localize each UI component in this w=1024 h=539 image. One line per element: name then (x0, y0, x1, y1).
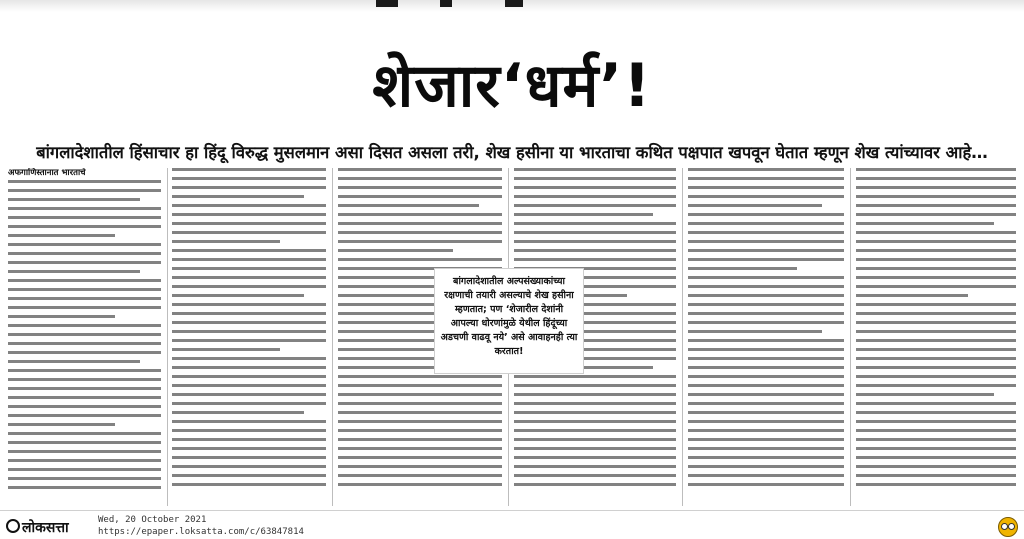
owl-mascot-icon (998, 517, 1018, 537)
previous-article-fragment-2 (440, 0, 452, 7)
article-column-6 (856, 168, 1016, 506)
pull-quote-box (434, 268, 584, 374)
page-footer (0, 510, 1024, 539)
lead-bold-text: अफगाणिस्तानात भारताचे (8, 168, 86, 178)
article-column-2 (172, 168, 326, 506)
headline: शेजार‘धर्म’! (372, 51, 652, 121)
pull-quote-text: बांगलादेशातील अल्पसंख्याकांच्या रक्षणाची तयारी असल्याचे शेख हसीना म्हणतात; पण ‘शेजारील देशांनी आपल्या धोरणांमुळे येथील हिंदूंच्या अडचणी वाढवू नये’ असे आवाहनही त्या करतात! (440, 276, 578, 357)
edition-date: Wed, 20 October 2021 (98, 515, 207, 525)
subheadline: बांगलादेशातील हिंसाचार हा हिंदू विरुद्ध मुसलमान असा दिसत असला तरी, शेख हसीना या भारताचा कथित पक्षपात खपवून घेतात म्हणून शेख त्यांच्यावर आहे… (36, 143, 988, 162)
column-divider (850, 168, 851, 506)
epaper-url[interactable]: https://epaper.loksatta.com/c/63847814 (98, 527, 304, 537)
column-divider (682, 168, 683, 506)
column-divider (332, 168, 333, 506)
previous-article-fragment (376, 0, 398, 7)
logo-text: लोकसत्ता (22, 520, 69, 536)
logo-mark-icon (6, 519, 20, 533)
previous-article-fragment-3 (505, 0, 523, 7)
column-divider (167, 168, 168, 506)
article-column-1 (8, 168, 161, 506)
loksatta-logo (6, 519, 80, 535)
article-column-5 (688, 168, 844, 506)
